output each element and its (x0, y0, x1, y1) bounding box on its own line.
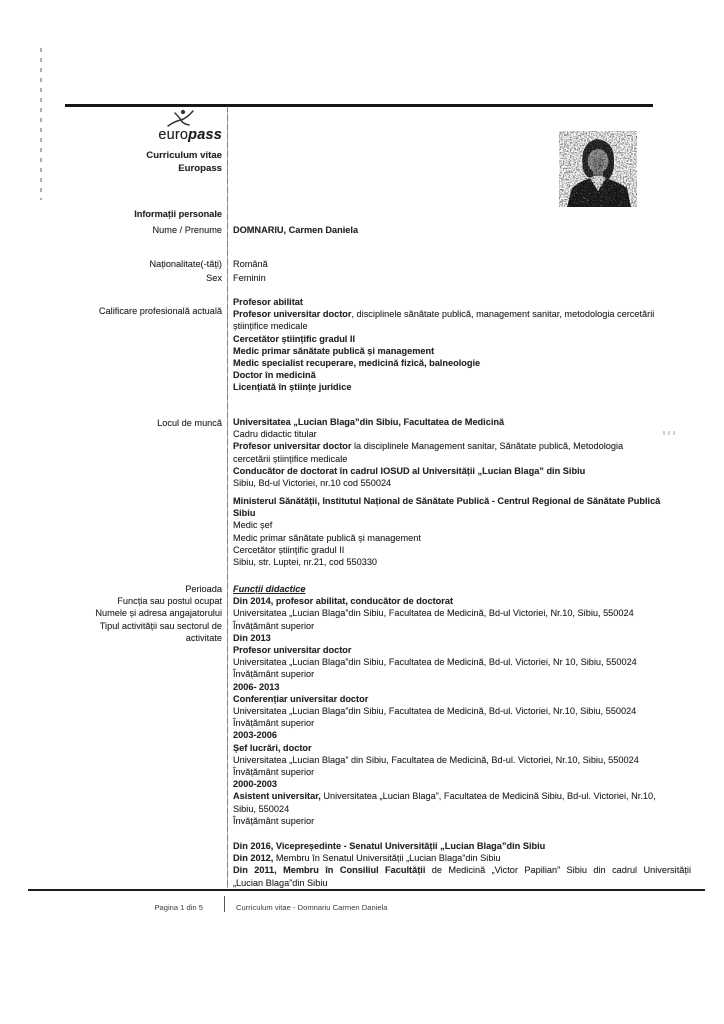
cv-line: Doctor în medicină (233, 370, 316, 381)
label-workplace: Locul de muncă (157, 418, 222, 428)
cv-line: cercetării științifice medicale (233, 453, 348, 464)
europass-figure-icon (164, 108, 196, 128)
footer-doc-label: Curriculum vitae - Domnariu Carmen Daniela (236, 903, 388, 912)
cv-line: Sibiu, 550024 (233, 803, 290, 814)
cv-line: Învățământ superior (233, 620, 315, 631)
cv-line: Profesor abilitat (233, 297, 303, 307)
cv-line: Cadru didactic titular (233, 429, 317, 440)
memberships-content (233, 840, 691, 889)
europass-wordmark (20, 128, 222, 143)
cv-line: Sibiu (233, 508, 256, 519)
section-heading-personal: Informații personale (134, 209, 222, 219)
cv-line: Medic specialist recuperare, medicină fizică, balneologie (233, 358, 481, 369)
doc-title (20, 149, 222, 175)
top-rule (65, 104, 653, 107)
label-activity-type: Tipul activității sau sectorul de (99, 620, 222, 631)
logo-euro-text: euro (158, 127, 189, 143)
cv-line: Universitatea „Lucian Blaga”din Sibiu, Facultatea de Medicină, Bd-ul. Victoriei, Nr.10, Sibiu, 550024 (233, 706, 637, 717)
workplace-block1 (233, 416, 691, 489)
cv-line: Medic primar sănătate publică și management (233, 532, 421, 543)
experience-labels (52, 583, 222, 644)
label-sex: Sex (206, 273, 222, 283)
doc-title-line1: Curriculum vitae (146, 150, 222, 161)
cv-line (233, 583, 691, 595)
value-sex: Feminin (233, 273, 266, 283)
label-employer: Numele și adresa angajatorului (95, 608, 222, 619)
cv-line: Șef lucrări, doctor (233, 742, 312, 753)
cv-line: Din 2014, profesor abilitat, conducător de doctorat (233, 596, 454, 607)
cv-line: Medic șef (233, 520, 273, 531)
cv-line: Învățământ superior (233, 767, 315, 778)
cv-line: Sibiu, Bd-ul Victoriei, nr.10 cod 550024 (233, 478, 392, 489)
label-position: Funcția sau postul ocupat (117, 596, 222, 607)
footer-divider (224, 896, 225, 912)
cv-line: „Lucian Blaga”din Sibiu (233, 877, 328, 888)
doc-title-line2: Europass (178, 163, 222, 174)
cv-line: Cercetător științific gradul II (233, 333, 356, 344)
cv-line: Din 2016, Vicepreședinte - Senatul Universității „Lucian Blaga”din Sibiu (233, 841, 546, 851)
cv-line: Din 2013 (233, 632, 271, 643)
label-nationality: Naționalitate(-tăți) (149, 259, 222, 269)
cv-line: Cercetător științific gradul II (233, 544, 345, 555)
cv-line: Învățământ superior (233, 718, 315, 729)
portrait-photo (559, 131, 637, 207)
cv-line: Medic primar sănătate publică și management (233, 345, 435, 356)
cv-line: 2006- 2013 (233, 681, 280, 692)
label-qualification: Calificare profesională actuală (98, 306, 222, 316)
cv-line: Ministerul Sănătății, Institutul Național de Sănătate Publică - Centrul Regional de Sănătate Publică (233, 496, 661, 506)
cv-line: Licențiată în științe juridice (233, 382, 352, 393)
value-name (233, 224, 691, 236)
cv-line: Profesor universitar doctor la disciplinele Management sanitar, Sănătate publică, Metodologia (233, 441, 624, 452)
workplace-block2 (233, 495, 691, 568)
europass-logo (20, 108, 222, 143)
cv-line: Asistent universitar, Universitatea „Lucian Blaga”, Facultatea de Medicină Sibiu, Bd-ul. Victoriei, Nr.10, (233, 791, 656, 802)
qualification-content (233, 296, 691, 394)
label-name: Nume / Prenume (152, 225, 222, 235)
logo-pass-text: pass (188, 127, 222, 143)
cv-line: Din 2011, Membru în Consiliul Facultății de Medicină „Victor Papilian” Sibiu din cadrul Universității (233, 865, 691, 876)
cv-line: Conducător de doctorat în cadrul IOSUD al Universității „Lucian Blaga” din Sibiu (233, 465, 586, 476)
cv-line: Sibiu, str. Luptei, nr.21, cod 550330 (233, 557, 378, 568)
label-period: Perioada (185, 584, 222, 594)
cv-line: 2000-2003 (233, 779, 277, 790)
cv-line: Universitatea „Lucian Blaga” din Sibiu, Facultatea de Medicină, Bd-ul. Victoriei, Nr.10, Sibiu, 550024 (233, 754, 639, 765)
cv-line: Din 2012, Membru în Senatul Universității „Lucian Blaga”din Sibiu (233, 853, 501, 864)
cv-line: Conferențiar universitar doctor (233, 693, 369, 704)
experience-content (233, 583, 691, 827)
column-divider (227, 106, 228, 888)
cv-line: Universitatea „Lucian Blaga”din Sibiu, Facultatea de Medicină, Bd-ul Victoriei, Nr.10, Sibiu, 550024 (233, 608, 634, 619)
bottom-rule (28, 889, 705, 891)
footer-page-number: Pagina 1 din 5 (154, 903, 203, 912)
cv-line: științifice medicale (233, 321, 308, 332)
name-value: DOMNARIU, Carmen Daniela (233, 225, 359, 235)
functii-didactice-heading: Funcții didactice (233, 584, 306, 594)
cv-line: Învățământ superior (233, 815, 315, 826)
cv-line: Învățământ superior (233, 669, 315, 680)
label-activity-type-2: activitate (185, 632, 222, 643)
cv-line: Profesor universitar doctor, disciplinele sănătate publică, management sanitar, metodologia cercetării (233, 309, 655, 320)
cv-line: 2003-2006 (233, 730, 277, 741)
cv-line: Profesor universitar doctor (233, 645, 352, 656)
cv-line: Universitatea „Lucian Blaga”din Sibiu, Facultatea de Medicină (233, 417, 505, 427)
value-nationality: Română (233, 259, 268, 269)
cv-line: Universitatea „Lucian Blaga”din Sibiu, Facultatea de Medicină, Bd-ul. Victoriei, Nr 10, Sibiu, 550024 (233, 657, 637, 668)
